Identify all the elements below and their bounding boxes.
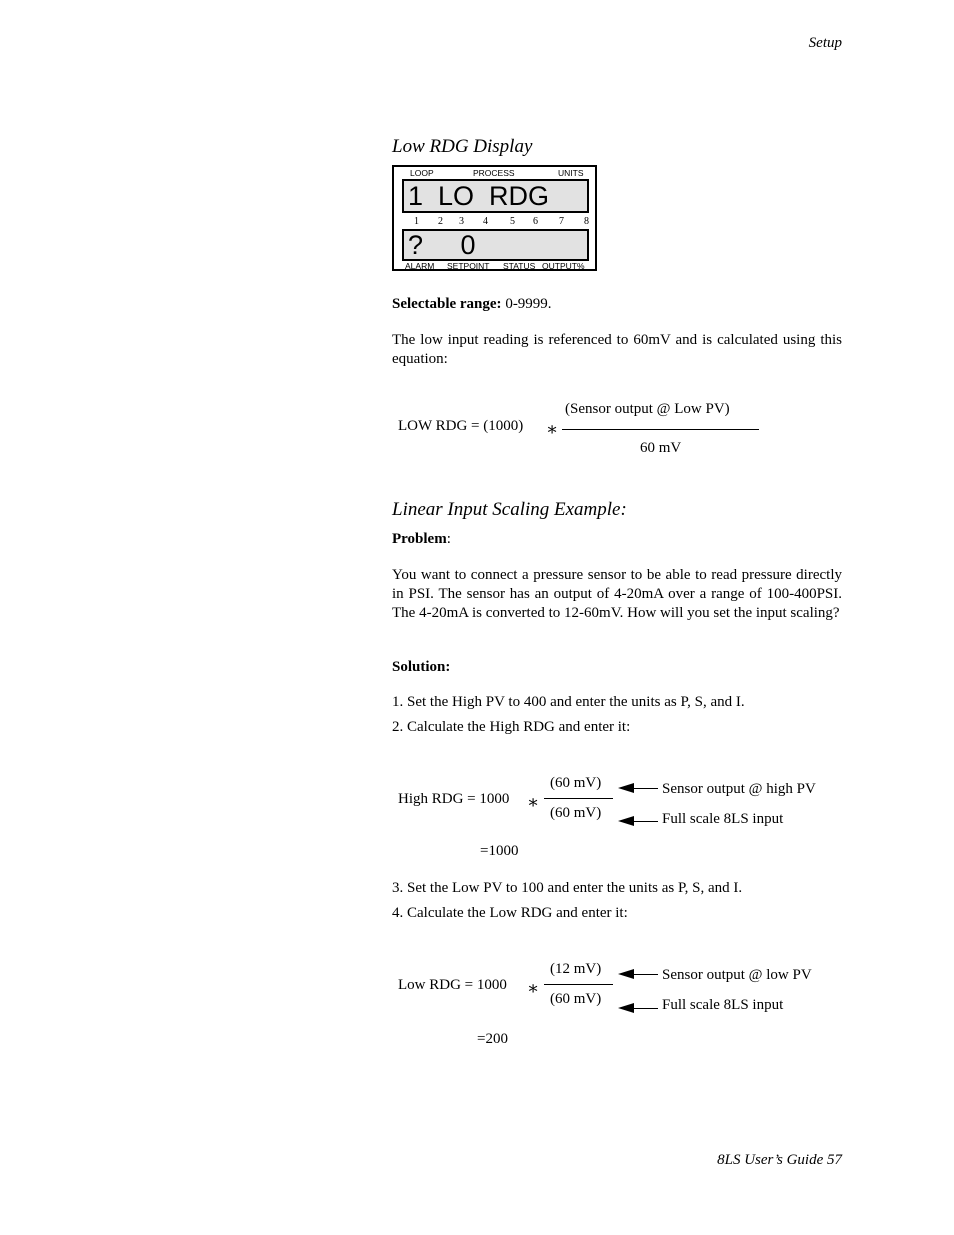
lcd-line-1: 1 LO RDG: [408, 181, 550, 211]
lcd-label-output: OUTPUT%: [542, 261, 585, 271]
high-eq-note-sensor-output: Sensor output @ high PV: [662, 781, 816, 797]
lcd-label-status: STATUS: [503, 261, 536, 271]
page-footer: 8LS User’s Guide 57: [717, 1152, 842, 1168]
step-4: 4. Calculate the Low RDG and enter it:: [392, 905, 628, 921]
section-heading-linear-scaling: Linear Input Scaling Example:: [392, 499, 627, 520]
lcd-label-loop: LOOP: [410, 168, 434, 178]
fraction-bar: [562, 429, 759, 430]
lcd-label-units: UNITS: [558, 168, 584, 178]
lcd-label-alarm: ALARM: [405, 261, 435, 271]
high-rdg-eq-denominator: (60 mV): [550, 805, 602, 821]
low-eq-note-sensor-output: Sensor output @ low PV: [662, 967, 812, 983]
multiply-symbol: ∗: [527, 978, 540, 998]
arrow-line: [630, 1008, 658, 1009]
high-eq-note-full-scale: Full scale 8LS input: [662, 811, 784, 827]
low-rdg-eq-lhs: LOW RDG = (1000): [398, 418, 524, 434]
low-rdg-example-numerator: (12 mV): [550, 961, 602, 977]
lcd-display: [392, 165, 597, 271]
arrow-line: [630, 974, 658, 975]
step-1: 1. Set the High PV to 400 and enter the units as P, S, and I.: [392, 694, 745, 710]
multiply-symbol: ∗: [527, 792, 540, 812]
high-rdg-eq-numerator: (60 mV): [550, 775, 602, 791]
range-label: Selectable range:: [392, 296, 502, 312]
running-head: Setup: [808, 35, 842, 51]
low-eq-note-full-scale: Full scale 8LS input: [662, 997, 784, 1013]
lcd-screen-bottom: [402, 229, 589, 261]
arrow-line: [630, 821, 658, 822]
high-rdg-result: =1000: [480, 843, 519, 859]
solution-label: Solution:: [392, 659, 451, 675]
low-rdg-example-denominator: (60 mV): [550, 991, 602, 1007]
problem-heading: [392, 530, 842, 549]
multiply-symbol: ∗: [546, 419, 559, 439]
step-2: 2. Calculate the High RDG and enter it:: [392, 719, 631, 735]
fraction-bar: [544, 798, 613, 799]
lcd-digit: 3: [459, 216, 464, 227]
problem-colon: :: [446, 531, 451, 547]
low-rdg-result: =200: [477, 1031, 508, 1047]
low-rdg-eq-numerator: (Sensor output @ Low PV): [565, 401, 730, 417]
low-rdg-eq-denominator: 60 mV: [640, 440, 682, 456]
lcd-line-2: ? 0: [408, 230, 476, 260]
section-heading-low-rdg: Low RDG Display: [392, 136, 533, 157]
lcd-digit: 4: [483, 216, 488, 227]
lcd-label-process: PROCESS: [473, 168, 515, 178]
lcd-label-setpoint: SETPOINT: [447, 261, 490, 271]
lcd-digit: 1: [414, 216, 419, 227]
selectable-range: [392, 295, 842, 314]
high-rdg-eq-lhs: High RDG = 1000: [398, 791, 510, 807]
fraction-bar: [544, 984, 613, 985]
lcd-digit: 7: [559, 216, 564, 227]
problem-label: Problem: [392, 531, 447, 547]
lcd-digit: 6: [533, 216, 538, 227]
arrow-line: [630, 788, 658, 789]
lcd-digit: 8: [584, 216, 589, 227]
step-3: 3. Set the Low PV to 100 and enter the units as P, S, and I.: [392, 880, 743, 896]
lcd-screen-top: [402, 179, 589, 213]
low-reading-paragraph: The low input reading is referenced to 60mV and is calculated using this equation:: [392, 332, 842, 367]
low-rdg-example-lhs: Low RDG = 1000: [398, 977, 507, 993]
lcd-digit: 5: [510, 216, 515, 227]
range-value: 0-9999.: [501, 296, 552, 312]
lcd-digit: 2: [438, 216, 443, 227]
problem-text: You want to connect a pressure sensor to be able to read pressure directly in PSI. The sensor has an output of 4-20mA over a range of 100-400PSI. The 4-20mA is converted to 12-60mV. How will you set the input scaling?: [392, 567, 842, 621]
